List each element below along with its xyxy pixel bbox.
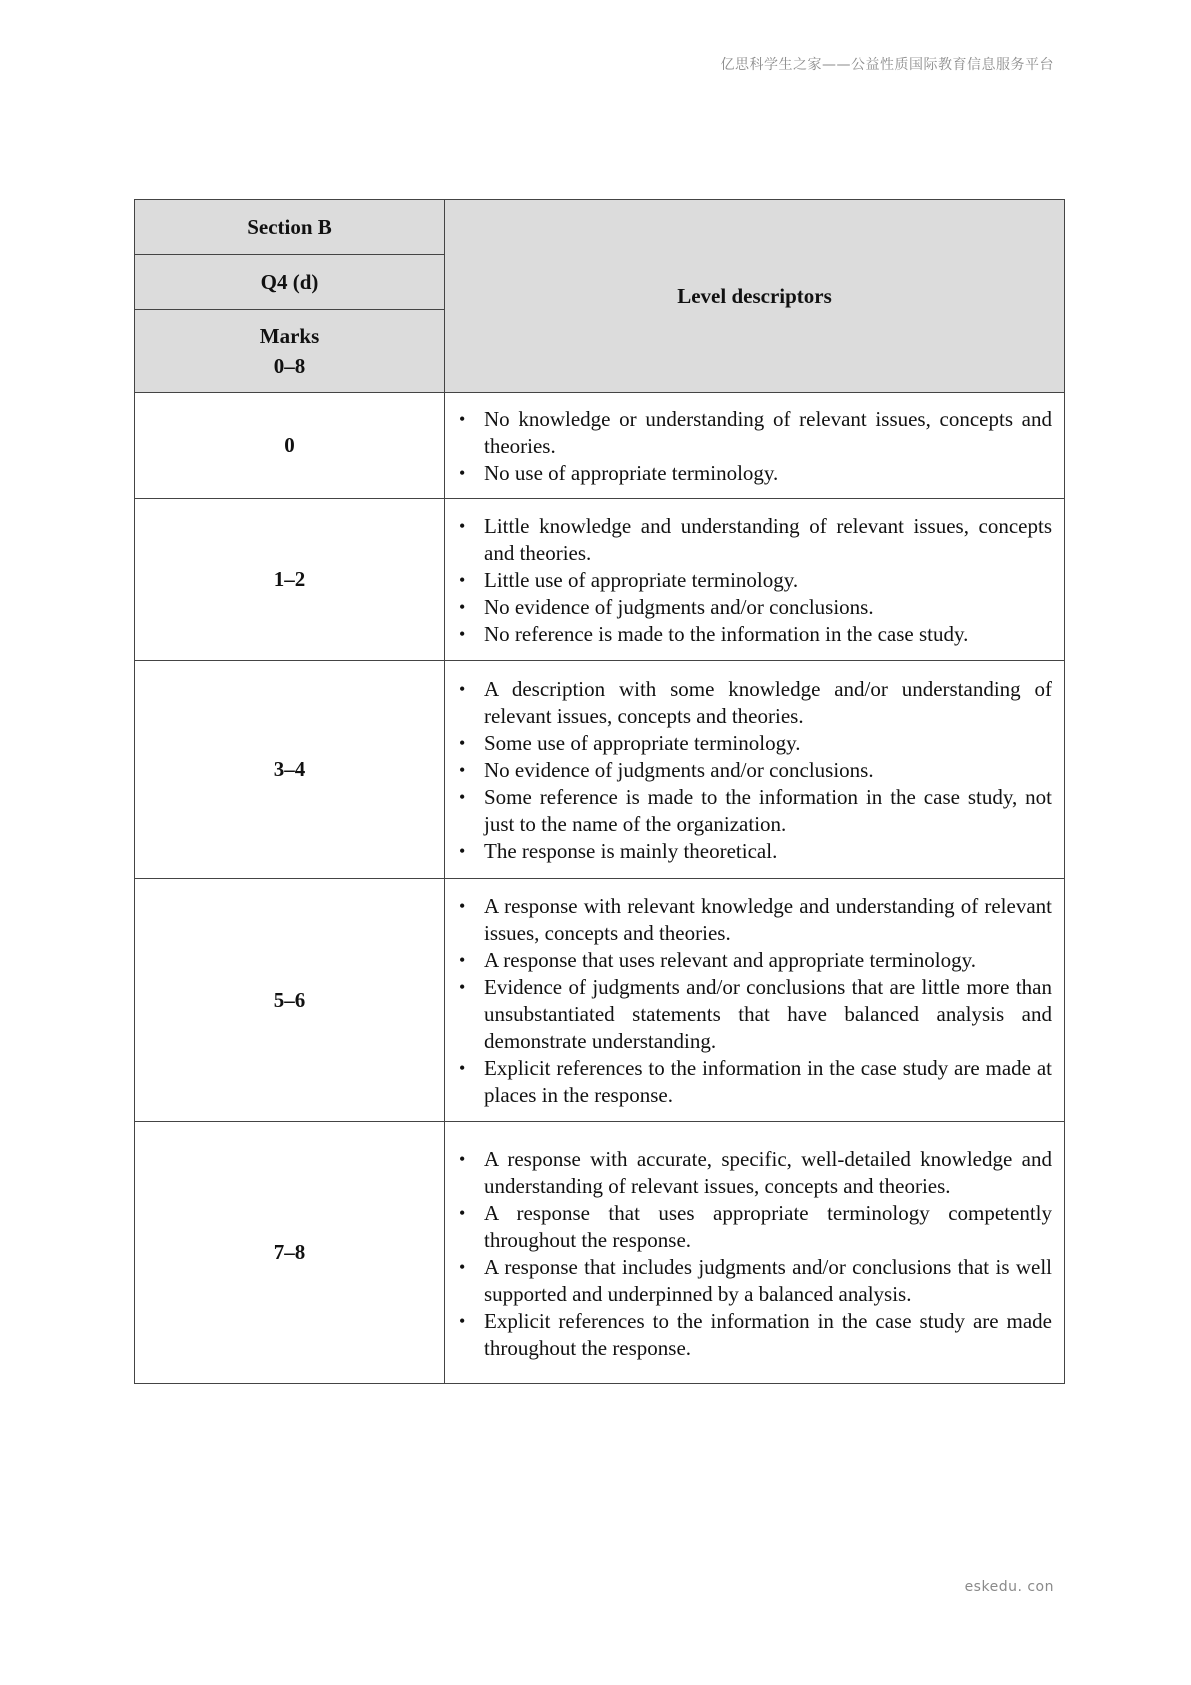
mark-band: 3–4	[135, 661, 445, 879]
descriptor-cell	[445, 499, 1065, 661]
descriptor-item: • The response is mainly theoretical.	[484, 838, 1052, 865]
level-descriptors-table	[134, 199, 1065, 1384]
descriptor-list	[457, 1146, 1052, 1362]
descriptor-item: • A response with relevant knowledge and understanding of relevant issues, concepts and theories.	[484, 893, 1052, 947]
descriptor-list	[457, 676, 1052, 865]
descriptor-item: • A response that uses relevant and appropriate terminology.	[484, 947, 1052, 974]
question-header: Q4 (d)	[135, 255, 445, 310]
table-row	[135, 661, 1065, 879]
table-row	[135, 879, 1065, 1122]
level-descriptors-header: Level descriptors	[445, 200, 1065, 393]
section-header: Section B	[135, 200, 445, 255]
descriptor-item: • A response that uses appropriate terminology competently throughout the response.	[484, 1200, 1052, 1254]
descriptor-item: • Some use of appropriate terminology.	[484, 730, 1052, 757]
descriptor-item: • Explicit references to the information in the case study are made throughout the response.	[484, 1308, 1052, 1362]
marks-label: Marks	[259, 324, 320, 348]
mark-band: 1–2	[135, 499, 445, 661]
descriptor-list	[457, 513, 1052, 648]
descriptor-list	[457, 406, 1052, 487]
descriptor-list	[457, 893, 1052, 1109]
mark-band: 5–6	[135, 879, 445, 1122]
descriptor-item: • A description with some knowledge and/or understanding of relevant issues, concepts and theories.	[484, 676, 1052, 730]
descriptor-cell	[445, 879, 1065, 1122]
mark-band: 7–8	[135, 1122, 445, 1384]
table-row	[135, 1122, 1065, 1384]
header-watermark: 亿思科学生之家——公益性质国际教育信息服务平台	[720, 57, 1054, 73]
footer-watermark: eskedu. con	[964, 1579, 1054, 1595]
mark-band: 0	[135, 393, 445, 499]
descriptor-item: • Little knowledge and understanding of relevant issues, concepts and theories.	[484, 513, 1052, 567]
descriptor-item: • No use of appropriate terminology.	[484, 460, 1052, 487]
descriptor-item: • Explicit references to the information in the case study are made at places in the response.	[484, 1055, 1052, 1109]
descriptor-item: • No evidence of judgments and/or conclusions.	[484, 757, 1052, 784]
descriptor-item: • A response that includes judgments and/or conclusions that is well supported and underpinned by a balanced analysis.	[484, 1254, 1052, 1308]
descriptor-item: • Evidence of judgments and/or conclusions that are little more than unsubstantiated statements that have balanced analysis and demonstrate understanding.	[484, 974, 1052, 1055]
descriptor-item: • A response with accurate, specific, well-detailed knowledge and understanding of relevant issues, concepts and theories.	[484, 1146, 1052, 1200]
descriptor-item: • Little use of appropriate terminology.	[484, 567, 1052, 594]
table-row	[135, 499, 1065, 661]
descriptor-cell	[445, 661, 1065, 879]
table-row	[135, 393, 1065, 499]
descriptor-item: • No reference is made to the information in the case study.	[484, 621, 1052, 648]
descriptor-cell	[445, 1122, 1065, 1384]
descriptor-item: • No evidence of judgments and/or conclusions.	[484, 594, 1052, 621]
descriptor-cell	[445, 393, 1065, 499]
descriptor-item: • Some reference is made to the information in the case study, not just to the name of the organization.	[484, 784, 1052, 838]
marks-header	[135, 310, 445, 393]
marks-range: 0–8	[273, 354, 306, 378]
descriptor-item: • No knowledge or understanding of relevant issues, concepts and theories.	[484, 406, 1052, 460]
